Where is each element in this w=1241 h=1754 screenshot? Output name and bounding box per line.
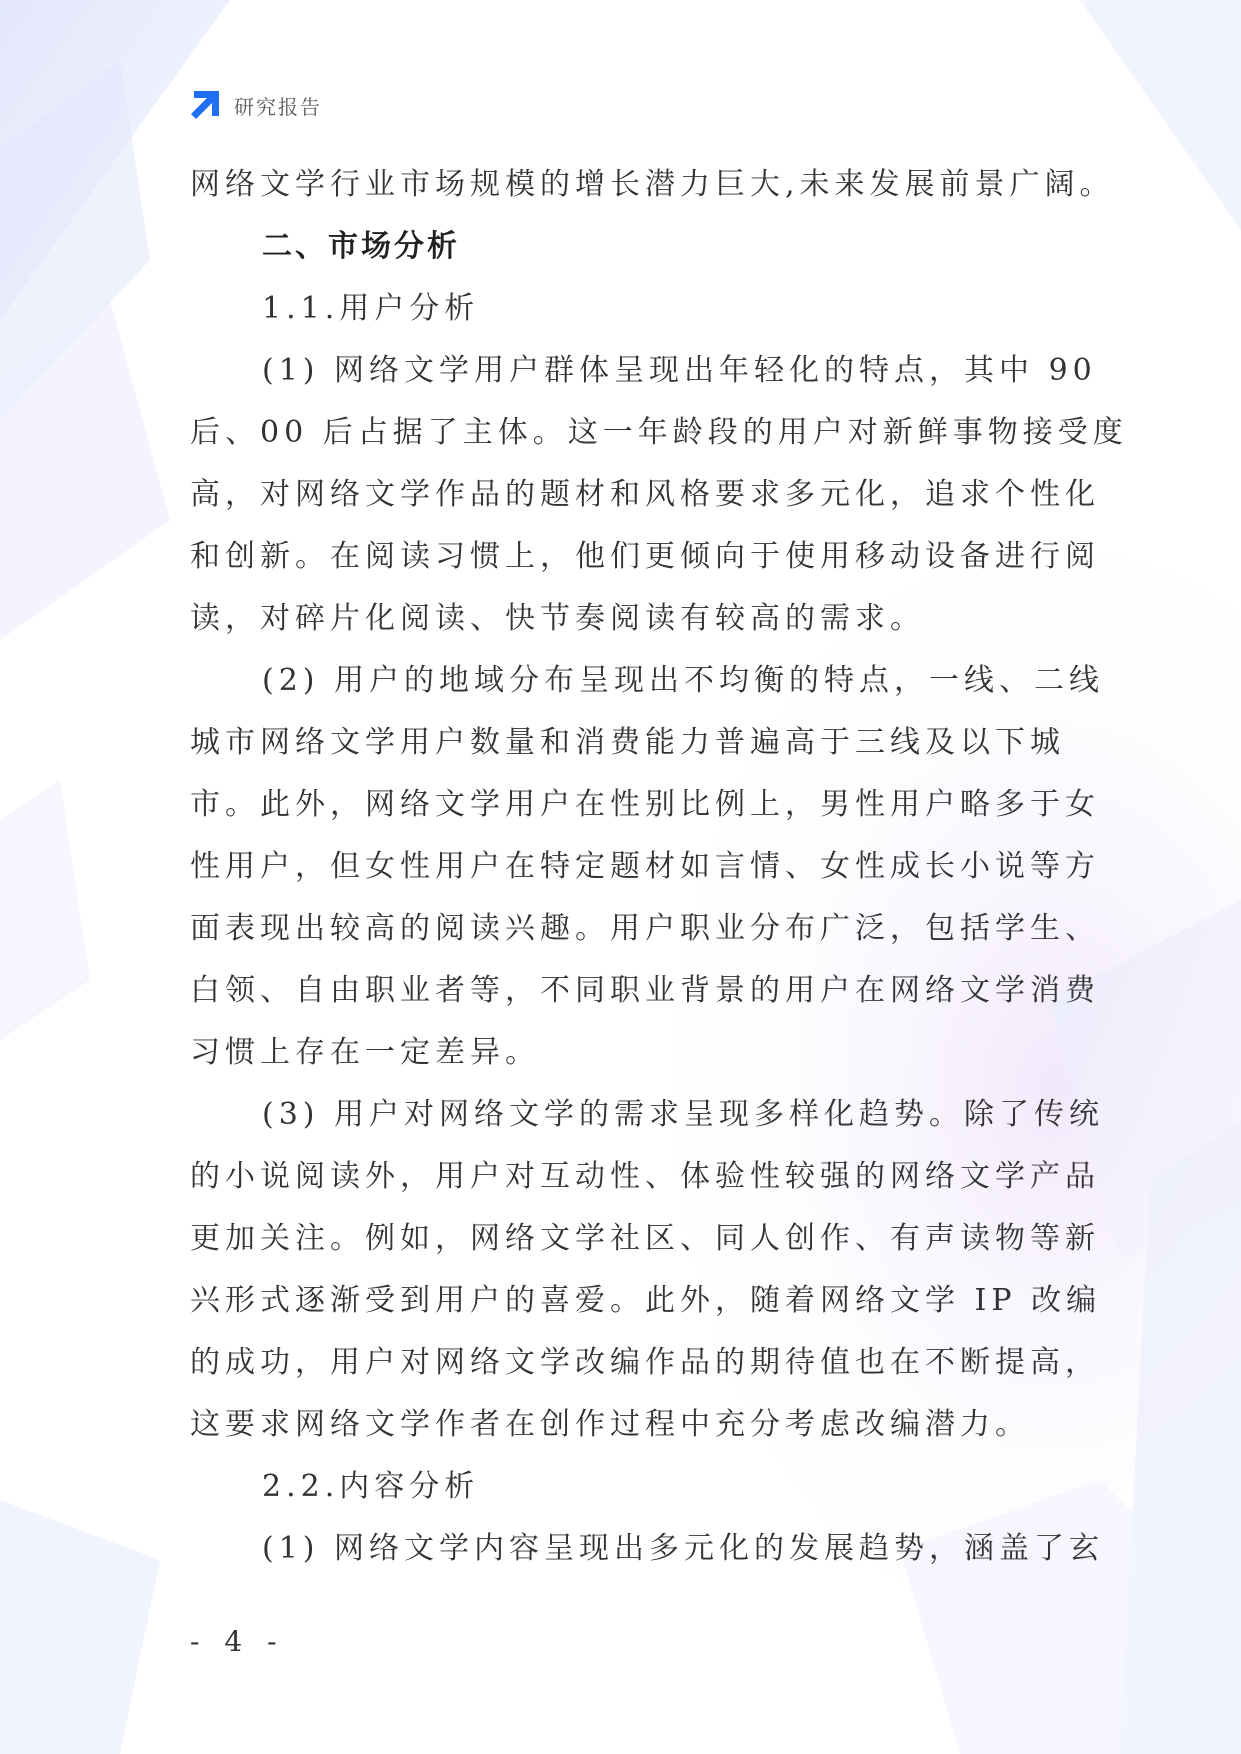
body-line: (1) 网络文学内容呈现出多元化的发展趋势，涵盖了玄 xyxy=(262,1531,1105,1566)
body-line: 网络文学行业市场规模的增长潜力巨大,未来发展前景广阔。 xyxy=(190,167,1115,202)
body-line: 读，对碎片化阅读、快节奏阅读有较高的需求。 xyxy=(190,601,925,636)
body-line: 性用户，但女性用户在特定题材如言情、女性成长小说等方 xyxy=(190,849,1100,884)
body-line: (1) 网络文学用户群体呈现出年轻化的特点，其中 90 xyxy=(262,353,1097,388)
subsection-heading: 1.1.用户分析 xyxy=(262,291,480,326)
report-header xyxy=(188,86,322,124)
body-line: 更加关注。例如，网络文学社区、同人创作、有声读物等新 xyxy=(190,1221,1100,1256)
body-line: 的小说阅读外，用户对互动性、体验性较强的网络文学产品 xyxy=(190,1159,1100,1194)
body-line: (2) 用户的地域分布呈现出不均衡的特点，一线、二线 xyxy=(262,663,1105,698)
body-line: 兴形式逐渐受到用户的喜爱。此外，随着网络文学 IP 改编 xyxy=(190,1283,1102,1318)
body-line: (3) 用户对网络文学的需求呈现多样化趋势。除了传统 xyxy=(262,1097,1105,1132)
page-number: - 4 - xyxy=(190,1625,285,1658)
body-line: 白领、自由职业者等，不同职业背景的用户在网络文学消费 xyxy=(190,973,1100,1008)
body-line: 后、00 后占据了主体。这一年龄段的用户对新鲜事物接受度 xyxy=(190,415,1128,450)
body-line: 的成功，用户对网络文学改编作品的期待值也在不断提高， xyxy=(190,1345,1100,1380)
body-line: 高，对网络文学作品的题材和风格要求多元化，追求个性化 xyxy=(190,477,1100,512)
body-line: 城市网络文学用户数量和消费能力普遍高于三线及以下城 xyxy=(190,725,1065,760)
arrow-up-right-icon xyxy=(188,88,222,122)
header-title: 研究报告 xyxy=(234,94,322,119)
body-line: 市。此外，网络文学用户在性别比例上，男性用户略多于女 xyxy=(190,787,1100,822)
section-heading: 二、市场分析 xyxy=(262,229,460,264)
body-line: 习惯上存在一定差异。 xyxy=(190,1035,540,1070)
subsection-heading: 2.2.内容分析 xyxy=(262,1469,480,1504)
body-line: 和创新。在阅读习惯上，他们更倾向于使用移动设备进行阅 xyxy=(190,539,1100,574)
body-line: 面表现出较高的阅读兴趣。用户职业分布广泛，包括学生、 xyxy=(190,911,1100,946)
body-line: 这要求网络文学作者在创作过程中充分考虑改编潜力。 xyxy=(190,1407,1030,1442)
document-body xyxy=(190,154,1128,1580)
